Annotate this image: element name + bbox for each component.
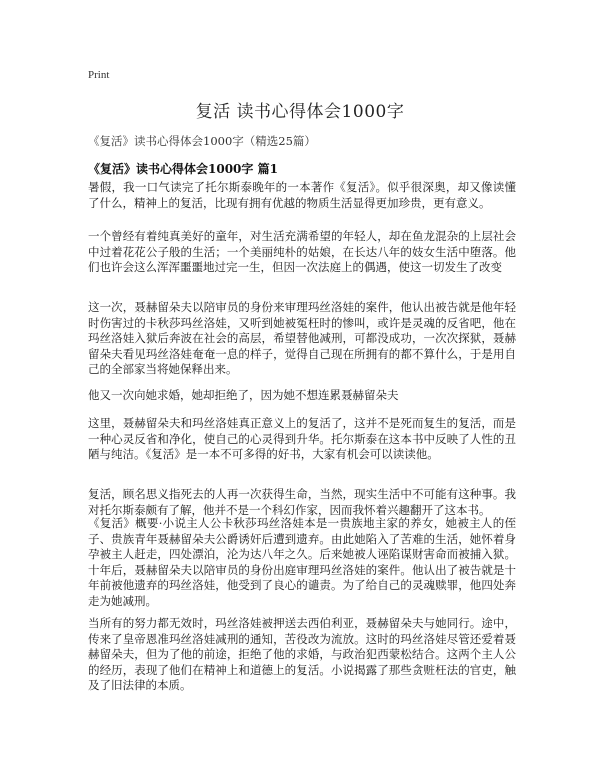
paragraph-1: 暑假，我一口气读完了托尔斯泰晚年的一本著作《复活》。似乎很深奥，却又像读懂了什么，精神上的复活，比现有拥有优越的物质生活显得更加珍贵，更有意义。 [88, 180, 516, 210]
paragraph-2: 一个曾经有着纯真美好的童年，对生活充满希望的年轻人，却在鱼龙混杂的上层社会中过着花花公子般的生活；一个美丽纯朴的姑娘，在长达八年的妓女生活中堕落。他们也许会这么浑浑噩噩地过完一生，但因一次法庭上的偶遇，使这一切发生了改变 [88, 229, 516, 274]
paragraph-4: 他又一次向她求婚，她却拒绝了，因为她不想连累聂赫留朵夫 [88, 388, 399, 402]
document-title: 复活 读书心得体会1000字 [195, 102, 405, 122]
section-heading: 《复活》读书心得体会1000字 篇1 [88, 162, 278, 176]
paragraph-8: 当所有的努力都无效时，玛丝洛娃被押送去西伯利亚，聂赫留朵夫与她同行。途中，传来了皇帝恩准玛丝洛娃减刑的通知，苦役改为流放。这时的玛丝洛娃尽管还爱着聂赫留朵夫，但为了他的前途，拒绝了他的求婚，与政治犯西蒙松结合。这两个主人公的经历，表现了他们在精神上和道德上的复活。小说揭露了那些贪赃枉法的官吏，触及了旧法律的本质。 [88, 616, 516, 692]
paragraph-3: 这一次，聂赫留朵夫以陪审员的身份来审理玛丝洛娃的案件，他认出被告就是他年轻时伤害过的卡秋莎玛丝洛娃，又听到她被冤枉时的惨叫，或许是灵魂的反省吧，他在玛丝洛娃入狱后奔波在社会的高层，希望替他减刑，可都没成功，一次次探狱，聂赫留朵夫看见玛丝洛娃奄奄一息的样子，觉得自己现在所拥有的都不算什么，于是用自己的全部家当将她保释出来。 [88, 300, 516, 376]
document-subtitle: 《复活》读书心得体会1000字（精选25篇） [88, 134, 316, 148]
paragraph-5: 这里，聂赫留朵夫和玛丝洛娃真正意义上的复活了，这并不是死而复生的复活，而是一种心灵反省和净化，使自己的心灵得到升华。托尔斯泰在这本书中反映了人性的丑陋与纯洁。《复活》是一本不可多得的好书，大家有机会可以读读他。 [88, 416, 516, 461]
print-label: Print [88, 69, 110, 81]
paragraph-7: 《复活》概要·小说主人公卡秋莎玛丝洛娃本是一贵族地主家的养女，她被主人的侄子、贵族青年聂赫留朵夫公爵诱奸后遭到遗弃。由此她陷入了苦难的生活，她怀着身孕被主人赶走，四处漂泊，沦为达八年之久。后来她被人诬陷谋财害命而被捕入狱。十年后，聂赫留朵夫以陪审员的身份出庭审理玛丝洛娃的案件。他认出了被告就是十年前被他遗弃的玛丝洛娃，他受到了良心的谴责。为了给自己的灵魂赎罪，他四处奔走为她减刑。 [88, 516, 516, 608]
paragraph-6: 复活，顾名思义指死去的人再一次获得生命，当然，现实生活中不可能有这种事。我对托尔斯泰颇有了解，他并不是一个科幻作家，因而我怀着兴趣翻开了这本书。 [88, 487, 516, 517]
